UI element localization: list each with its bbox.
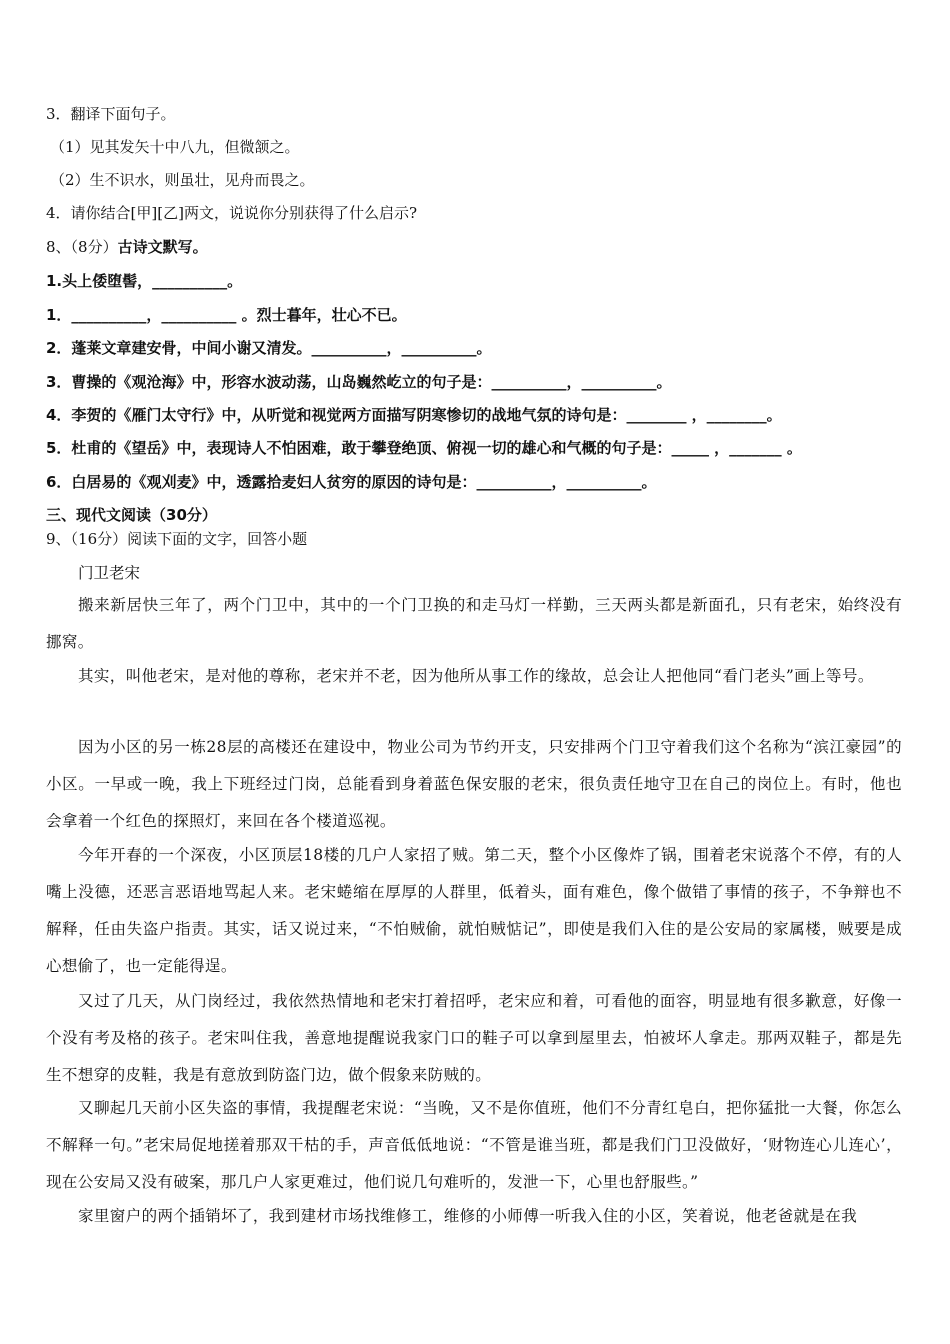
question-9: 9、（16分）阅读下面的文字，回答小题 [46, 530, 308, 548]
question-4: 4．请你结合[甲][乙]两文，说说你分别获得了什么启示? [46, 204, 417, 222]
question-8-header [46, 237, 208, 257]
recitation-item-f: 5．杜甫的《望岳》中，表现诗人不怕困难，敢于攀登绝顶、俯视一切的雄心和气概的句子是：_____ ，_______ 。 [46, 439, 802, 457]
recitation-item-g: 6．白居易的《观刈麦》中，透露拾麦妇人贫穷的原因的诗句是：__________，__________。 [46, 473, 657, 491]
question-3-sentence-1: （1）见其发矢十中八九，但微颔之。 [50, 138, 300, 156]
article-paragraph-3: 因为小区的另一栋28层的高楼还在建设中，物业公司为节约开支，只安排两个门卫守着我们这个名称为“滨江豪园”的小区。一早或一晚，我上下班经过门岗，总能看到身着蓝色保安服的老宋，很负责任地守卫在自己的岗位上。有时，他也会拿着一个红色的探照灯，来回在各个楼道巡视。 [46, 738, 902, 830]
article-paragraph-6: 又聊起几天前小区失盗的事情，我提醒老宋说：“当晚，又不是你值班，他们不分青红皂白，把你猛批一大餐，你怎么不解释一句。”老宋局促地搓着那双干枯的手，声音低低地说：“不管是谁当班，都是我们门卫没做好，‘财物连心儿连心’，现在公安局又没有破案，那几户人家更难过，他们说几句难听的，发泄一下，心里也舒服些。” [46, 1099, 902, 1191]
recitation-item-a: 1.头上倭堕髻，__________。 [46, 272, 243, 290]
recitation-item-e: 4．李贺的《雁门太守行》中，从听觉和视觉两方面描写阴寒惨切的战地气氛的诗句是：________ ，________。 [46, 406, 782, 424]
question-3: 3．翻译下面句子。 [46, 105, 176, 123]
recitation-item-b: 1．__________，__________ 。烈士暮年，壮心不已。 [46, 306, 407, 324]
question-8-score: 8、（8分） [46, 238, 118, 256]
recitation-item-d: 3．曹操的《观沧海》中，形容水波动荡，山岛巍然屹立的句子是：__________，__________。 [46, 373, 672, 391]
section-3-header: 三、现代文阅读（30分） [46, 506, 217, 524]
question-3-sentence-2: （2）生不识水，则虽壮，见舟而畏之。 [50, 171, 315, 189]
question-8-title: 古诗文默写。 [117, 238, 208, 256]
recitation-item-c: 2．蓬莱文章建安骨，中间小谢又清发。__________，__________。 [46, 339, 492, 357]
article-paragraph-1: 搬来新居快三年了，两个门卫中，其中的一个门卫换的和走马灯一样勤，三天两头都是新面孔，只有老宋，始终没有挪窝。 [46, 596, 902, 651]
article-paragraph-2: 其实，叫他老宋，是对他的尊称，老宋并不老，因为他所从事工作的缘故，总会让人把他同“看门老头”画上等号。 [78, 667, 874, 685]
article-paragraph-5: 又过了几天，从门岗经过，我依然热情地和老宋打着招呼，老宋应和着，可看他的面容，明显地有很多歉意，好像一个没有考及格的孩子。老宋叫住我，善意地提醒说我家门口的鞋子可以拿到屋里去，怕被坏人拿走。那两双鞋子，都是先生不想穿的皮鞋，我是有意放到防盗门边，做个假象来防贼的。 [46, 992, 902, 1084]
article-paragraph-7: 家里窗户的两个插销坏了，我到建材市场找维修工，维修的小师傅一听我入住的小区，笑着说，他老爸就是在我 [78, 1207, 858, 1225]
article-paragraph-4: 今年开春的一个深夜，小区顶层18楼的几户人家招了贼。第二天，整个小区像炸了锅，围着老宋说落个不停，有的人嘴上没德，还恶言恶语地骂起人来。老宋蜷缩在厚厚的人群里，低着头，面有难色，像个做错了事情的孩子，不争辩也不解释，任由失盗户指责。其实，话又说过来，“不怕贼偷，就怕贼惦记”，即使是我们入住的是公安局的家属楼，贼要是成心想偷了，也一定能得逞。 [46, 846, 902, 975]
article-title: 门卫老宋 [78, 564, 141, 582]
